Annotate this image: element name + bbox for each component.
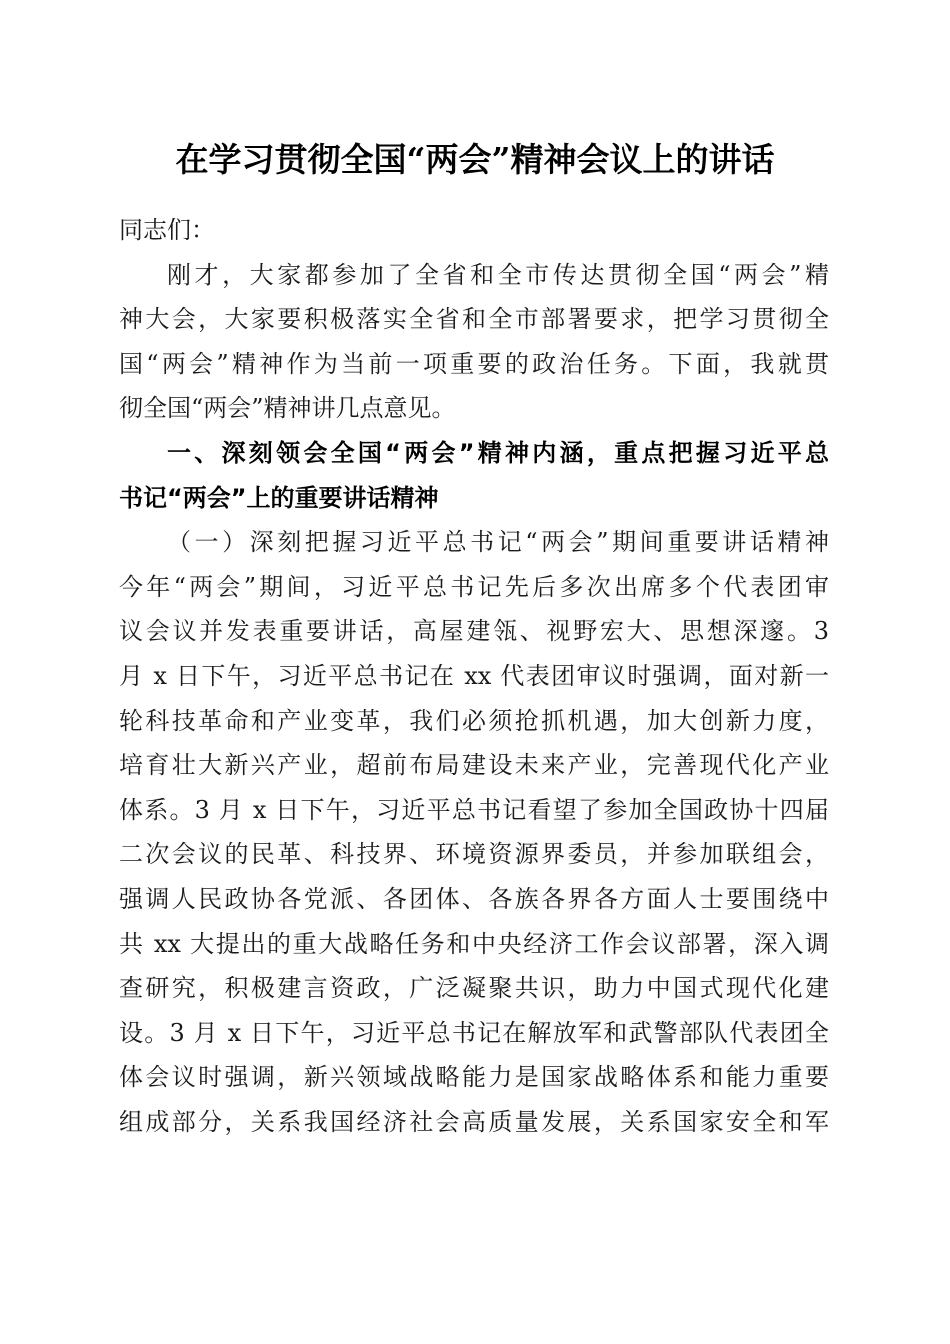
paragraph-line: 体会议时强调，新兴领域战略能力是国家战略体系和能力重要 (119, 1063, 829, 1092)
paragraph-line: 神大会，大家要积极落实全省和全市部署要求，把学习贯彻全 (119, 305, 829, 334)
paragraph-line: 今年“两会”期间，习近平总书记先后多次出席多个代表团审 (119, 572, 829, 601)
paragraph-line: 查研究，积极建言资政，广泛凝聚共识，助力中国式现代化建 (119, 974, 829, 1003)
paragraph-line: 议会议并发表重要讲话，高屋建瓴、视野宏大、思想深邃。3 (119, 617, 829, 646)
salutation-line: 同志们： (119, 216, 215, 244)
paragraph-line: 强调人民政协各党派、各团体、各族各界各方面人士要围绕中 (119, 884, 829, 913)
paragraph-line: 刚才，大家都参加了全省和全市传达贯彻全国“两会”精 (167, 260, 829, 289)
paragraph-line: 彻全国“两会”精神讲几点意见。 (119, 394, 456, 423)
paragraph-line: 体系。3 月 x 日下午，习近平总书记看望了参加全国政协十四届 (119, 795, 829, 824)
paragraph-line: 轮科技革命和产业变革，我们必须抢抓机遇，加大创新力度， (119, 706, 829, 735)
paragraph-line: 二次会议的民革、科技界、环境资源界委员，并参加联组会， (119, 840, 829, 869)
section-heading-line: 书记“两会”上的重要讲话精神 (119, 483, 439, 512)
paragraph-line: 共 xx 大提出的重大战略任务和中央经济工作会议部署，深入调 (119, 929, 829, 958)
paragraph-line: 组成部分，关系我国经济社会高质量发展，关系国家安全和军 (119, 1107, 829, 1136)
paragraph-line: 国“两会”精神作为当前一项重要的政治任务。下面，我就贯 (119, 349, 829, 378)
subsection-heading-line: （一）深刻把握习近平总书记“两会”期间重要讲话精神 (167, 528, 829, 557)
document-title: 在学习贯彻全国“两会”精神会议上的讲话 (175, 140, 775, 179)
paragraph-line: 设。3 月 x 日下午，习近平总书记在解放军和武警部队代表团全 (119, 1018, 829, 1047)
section-heading-line: 一、深刻领会全国“两会”精神内涵，重点把握习近平总 (167, 438, 829, 467)
paragraph-line: 月 x 日下午，习近平总书记在 xx 代表团审议时强调，面对新一 (119, 661, 829, 690)
paragraph-line: 培育壮大新兴产业，超前布局建设未来产业，完善现代化产业 (119, 751, 829, 780)
document-body (119, 208, 829, 1144)
